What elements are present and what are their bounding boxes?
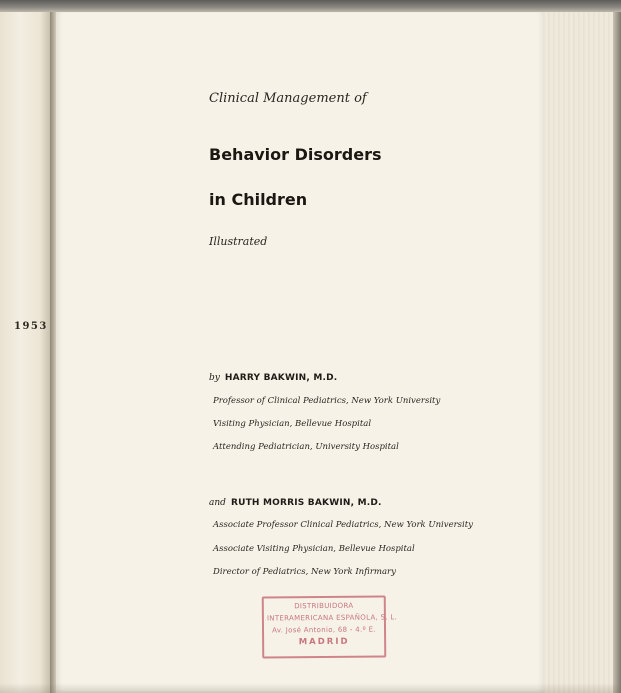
book-subtitle: Clinical Management of [209, 91, 367, 106]
author-2-prefix: and [209, 498, 226, 508]
top-cover-edge [0, 0, 621, 12]
page-edges [540, 12, 613, 693]
book-title-line-1: Behavior Disorders [209, 145, 382, 164]
author-2-credential-2: Associate Visiting Physician, Bellevue Hospital [213, 544, 415, 554]
author-1-name: HARRY BAKWIN, M.D. [224, 373, 338, 383]
author-2-credential-1: Associate Professor Clinical Pediatrics, New York University [213, 520, 473, 530]
author-1-credential-1: Professor of Clinical Pediatrics, New York University [213, 396, 441, 406]
author-2-credential-3: Director of Pediatrics, New York Infirmary [213, 567, 396, 577]
author-1-credential-3: Attending Pediatrician, University Hospital [213, 442, 399, 452]
cover-edge [613, 12, 621, 693]
stamp-line-1: DISTRIBUIDORA [294, 601, 354, 611]
author-2 [209, 498, 382, 508]
bottom-shadow [0, 683, 621, 693]
author-1-credential-2: Visiting Physician, Bellevue Hospital [213, 419, 372, 429]
stamp-line-3: Av. José Antonio, 68 - 4.º E. [272, 625, 376, 635]
stamp-line-2: INTERAMERICANA ESPAÑOLA, S. L. [266, 613, 398, 623]
author-2-name: RUTH MORRIS BAKWIN, M.D. [230, 498, 382, 508]
title-page [56, 10, 544, 693]
author-1 [209, 373, 337, 383]
spine-year: 1953 [14, 321, 48, 332]
illustrated-note: Illustrated [209, 235, 268, 248]
book-title-line-2: in Children [209, 190, 308, 209]
stamp-line-4: MADRID [298, 636, 350, 648]
author-1-prefix: by [209, 373, 220, 383]
book-spine [0, 0, 50, 693]
distributor-stamp [262, 595, 398, 658]
